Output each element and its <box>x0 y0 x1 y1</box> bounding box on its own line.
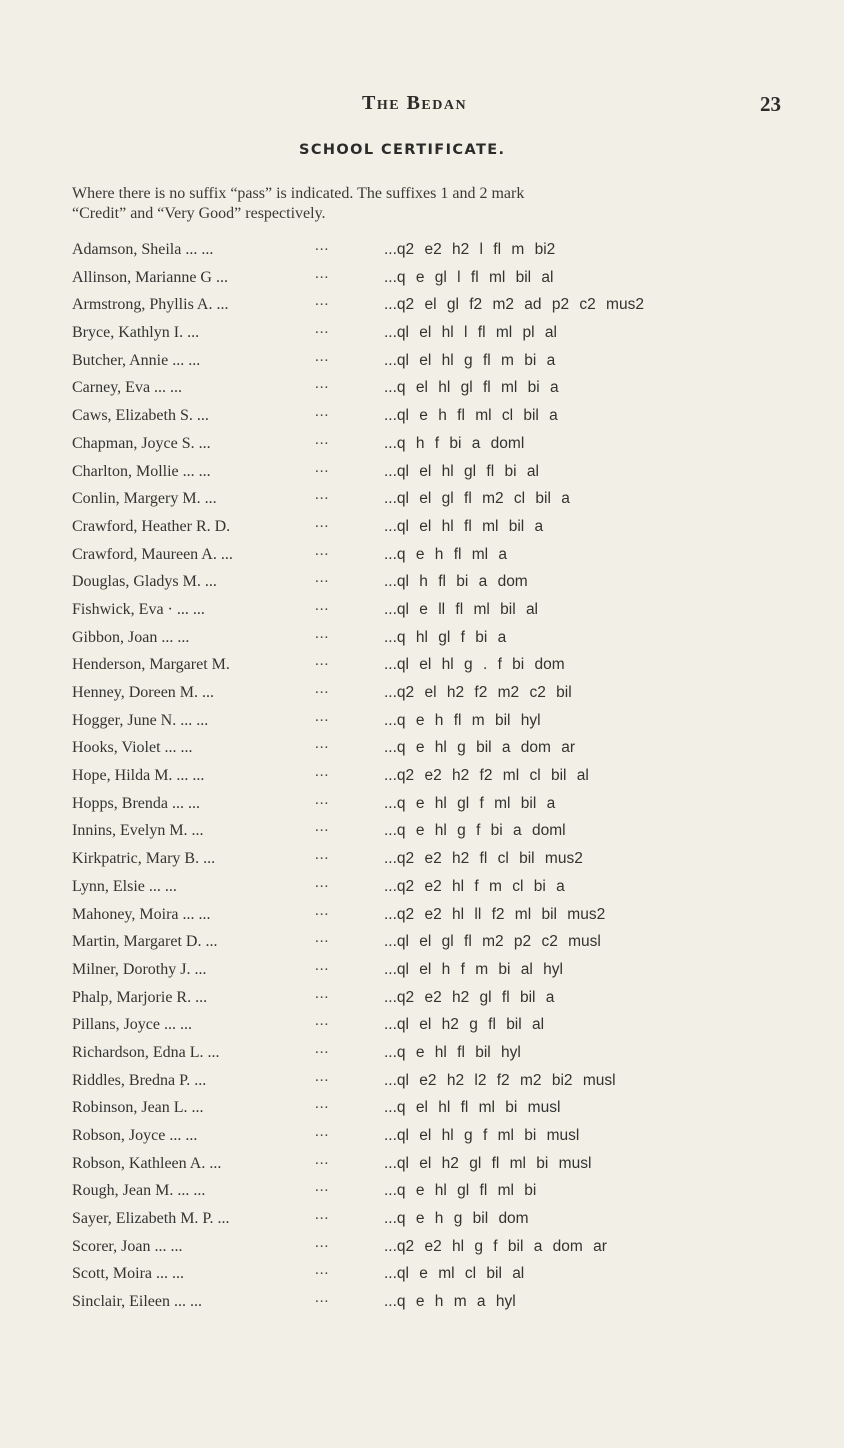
subject-grades: ...ql e ll fl ml bil al <box>384 600 539 618</box>
subject-grades: ...q hl gl f bi a <box>384 628 507 646</box>
student-name: Crawford, Maureen A. ... <box>72 545 233 563</box>
student-name: Conlin, Margery M. ... <box>72 490 217 508</box>
subject-grades: ...ql h fl bi a dom <box>384 573 528 591</box>
student-name: Bryce, Kathlyn I. ... <box>72 324 200 342</box>
dot-leader: ... <box>315 431 330 448</box>
dot-leader: ... <box>315 902 330 919</box>
result-row <box>72 291 802 319</box>
result-row <box>72 568 802 596</box>
subject-grades: ...ql el hl g fl m bi a <box>384 351 556 369</box>
result-row <box>72 984 802 1012</box>
student-name: Robson, Joyce ... ... <box>72 1127 198 1144</box>
result-row <box>72 651 802 679</box>
subject-grades: ...ql el h2 gl fl ml bi musl <box>384 1154 592 1172</box>
student-name: Riddles, Bredna P. ... <box>72 1071 207 1089</box>
student-name: Hooks, Violet ... ... <box>72 739 193 757</box>
dot-leader: ... <box>315 1179 330 1196</box>
dot-leader: ... <box>315 1207 330 1224</box>
student-name: Charlton, Mollie ... ... <box>72 462 211 480</box>
subject-grades: ...ql el hl g . f bi dom <box>384 656 565 674</box>
result-row <box>72 1177 802 1205</box>
result-row <box>72 374 802 402</box>
dot-leader: ... <box>315 930 330 947</box>
running-head <box>0 92 844 122</box>
result-row <box>72 485 802 513</box>
result-row <box>72 817 802 845</box>
subject-grades: ...q2 e2 hl ll f2 ml bil mus2 <box>384 905 606 923</box>
student-name: Robson, Kathleen A. ... <box>72 1154 222 1172</box>
subject-grades: ...q2 e2 h2 fl cl bil mus2 <box>384 850 583 868</box>
subject-grades: ...q el hl fl ml bi musl <box>384 1099 561 1117</box>
subject-grades: ...ql el hl g f ml bi musl <box>384 1127 580 1144</box>
result-row <box>72 458 802 486</box>
result-row <box>72 402 802 430</box>
subject-grades: ...q el hl gl fl ml bi a <box>384 379 559 397</box>
student-name: Richardson, Edna L. ... <box>72 1043 220 1061</box>
student-name: Mahoney, Moira ... ... <box>72 905 211 923</box>
result-row <box>72 956 802 984</box>
result-row <box>72 1260 802 1288</box>
result-row <box>72 901 802 929</box>
subject-grades: ...ql e h fl ml cl bil a <box>384 407 558 425</box>
dot-leader: ... <box>315 487 330 504</box>
dot-leader: ... <box>315 1013 330 1030</box>
subject-grades: ...ql el gl fl m2 p2 c2 musl <box>384 933 601 951</box>
subject-grades: ...q h f bi a doml <box>384 434 525 452</box>
result-row <box>72 624 802 652</box>
subject-grades: ...q e hl gl f ml bil a <box>384 794 556 812</box>
intro-line: “Credit” and “Very Good” respectively. <box>72 205 326 222</box>
subject-grades: ...q e h fl ml a <box>384 545 508 563</box>
student-name: Fishwick, Eva · ... ... <box>72 600 205 618</box>
subject-grades: ...q2 el h2 f2 m2 c2 bil <box>384 684 572 701</box>
dot-leader: ... <box>315 570 330 587</box>
dot-leader: ... <box>315 985 330 1002</box>
intro-line: Where there is no suffix “pass” is indicated. The suffixes 1 and 2 mark <box>72 185 525 202</box>
student-name: Henderson, Margaret M. <box>72 656 230 674</box>
dot-leader: ... <box>315 1262 330 1279</box>
subject-grades: ...q e h fl m bil hyl <box>384 711 541 729</box>
dot-leader: ... <box>315 265 330 282</box>
intro-paragraph <box>72 184 802 224</box>
subject-grades: ...ql el hl l fl ml pl al <box>384 324 557 342</box>
student-name: Pillans, Joyce ... ... <box>72 1016 192 1034</box>
dot-leader: ... <box>315 791 330 808</box>
dot-leader: ... <box>315 764 330 781</box>
student-name: Hogger, June N. ... ... <box>72 711 209 729</box>
dot-leader: ... <box>315 321 330 338</box>
dot-leader: ... <box>315 404 330 421</box>
result-row <box>72 1094 802 1122</box>
student-name: Lynn, Elsie ... ... <box>72 877 177 895</box>
student-name: Armstrong, Phyllis A. ... <box>72 296 229 314</box>
student-name: Phalp, Marjorie R. ... <box>72 988 208 1006</box>
student-name: Gibbon, Joan ... ... <box>72 628 190 646</box>
result-row <box>72 873 802 901</box>
student-name: Henney, Doreen M. ... <box>72 684 215 701</box>
student-name: Martin, Margaret D. ... <box>72 933 218 951</box>
subject-grades: ...q e hl gl fl ml bi <box>384 1182 537 1200</box>
dot-leader: ... <box>315 736 330 753</box>
dot-leader: ... <box>315 514 330 531</box>
subject-grades: ...ql el hl fl ml bil a <box>384 517 544 535</box>
dot-leader: ... <box>315 1124 330 1140</box>
page-number: 23 <box>760 92 781 116</box>
student-name: Scott, Moira ... ... <box>72 1265 184 1283</box>
student-name: Milner, Dorothy J. ... <box>72 960 207 978</box>
result-row <box>72 734 802 762</box>
subject-grades: ...q e h g bil dom <box>384 1210 529 1228</box>
dot-leader: ... <box>315 376 330 393</box>
result-row <box>72 1288 802 1316</box>
dot-leader: ... <box>315 1290 330 1307</box>
subject-grades: ...ql el h2 g fl bil al <box>384 1016 545 1034</box>
subject-grades: ...q2 e2 hl f m cl bi a <box>384 877 565 895</box>
subject-grades: ...ql el gl fl m2 cl bil a <box>384 490 570 508</box>
dot-leader: ... <box>315 1040 330 1057</box>
subject-grades: ...ql el hl gl fl bi al <box>384 462 539 480</box>
subject-grades: ...q2 e2 h2 f2 ml cl bil al <box>384 767 589 785</box>
student-name: Allinson, Marianne G ... <box>72 268 228 286</box>
dot-leader: ... <box>315 653 330 670</box>
student-name: Chapman, Joyce S. ... <box>72 434 211 452</box>
result-row <box>72 845 802 873</box>
dot-leader: ... <box>315 597 330 614</box>
result-row <box>72 707 802 735</box>
subject-grades: ...q e gl l fl ml bil al <box>384 268 554 286</box>
dot-leader: ... <box>315 819 330 836</box>
result-row <box>72 347 802 375</box>
result-row <box>72 1233 802 1261</box>
result-row <box>72 1011 802 1039</box>
result-row <box>72 430 802 458</box>
dot-leader: ... <box>315 293 330 310</box>
student-name: Butcher, Annie ... ... <box>72 351 201 369</box>
result-row <box>72 513 802 541</box>
result-row <box>72 319 802 347</box>
student-name: Scorer, Joan ... ... <box>72 1237 183 1255</box>
result-row <box>72 1150 802 1178</box>
student-name: Innins, Evelyn M. ... <box>72 822 204 840</box>
subject-grades: ...q2 e2 h2 l fl m bi2 <box>384 241 556 258</box>
dot-leader: ... <box>315 847 330 864</box>
journal-title: The Bedan <box>362 92 468 114</box>
result-row <box>72 762 802 790</box>
student-name: Hopps, Brenda ... ... <box>72 794 200 812</box>
dot-leader: ... <box>315 957 330 974</box>
dot-leader: ... <box>315 625 330 642</box>
dot-leader: ... <box>315 1234 330 1251</box>
subject-grades: ...q e h m a hyl <box>384 1293 516 1311</box>
dot-leader: ... <box>315 238 330 254</box>
result-row <box>72 236 802 264</box>
dot-leader: ... <box>315 542 330 559</box>
dot-leader: ... <box>315 1151 330 1168</box>
dot-leader: ... <box>315 708 330 725</box>
result-row <box>72 790 802 818</box>
dot-leader: ... <box>315 459 330 476</box>
result-row <box>72 1039 802 1067</box>
student-name: Sayer, Elizabeth M. P. ... <box>72 1210 230 1228</box>
dot-leader: ... <box>315 681 330 697</box>
subject-grades: ...q e hl fl bil hyl <box>384 1043 521 1061</box>
subject-grades: ...q2 e2 hl g f bil a dom ar <box>384 1237 607 1255</box>
result-row <box>72 1067 802 1095</box>
student-name: Hope, Hilda M. ... ... <box>72 767 205 785</box>
student-name: Sinclair, Eileen ... ... <box>72 1293 202 1311</box>
subject-grades: ...ql el h f m bi al hyl <box>384 960 563 978</box>
student-name: Douglas, Gladys M. ... <box>72 573 217 591</box>
subject-grades: ...q2 el gl f2 m2 ad p2 c2 mus2 <box>384 296 644 314</box>
subject-grades: ...q2 e2 h2 gl fl bil a <box>384 988 555 1006</box>
result-row <box>72 541 802 569</box>
section-title: SCHOOL CERTIFICATE. <box>299 142 506 158</box>
subject-grades: ...ql e2 h2 l2 f2 m2 bi2 musl <box>384 1071 616 1089</box>
dot-leader: ... <box>315 874 330 891</box>
student-name: Caws, Elizabeth S. ... <box>72 407 209 425</box>
subject-grades: ...q e hl g bil a dom ar <box>384 739 576 757</box>
dot-leader: ... <box>315 1068 330 1085</box>
student-name: Rough, Jean M. ... ... <box>72 1182 206 1200</box>
result-row <box>72 679 802 707</box>
student-name: Adamson, Sheila ... ... <box>72 241 214 258</box>
result-row <box>72 928 802 956</box>
result-row <box>72 264 802 292</box>
subject-grades: ...ql e ml cl bil al <box>384 1265 525 1283</box>
student-name: Kirkpatric, Mary B. ... <box>72 850 216 868</box>
results-list <box>72 236 802 1316</box>
subject-grades: ...q e hl g f bi a doml <box>384 822 566 840</box>
dot-leader: ... <box>315 348 330 365</box>
result-row <box>72 596 802 624</box>
result-row <box>72 1205 802 1233</box>
dot-leader: ... <box>315 1096 330 1113</box>
student-name: Robinson, Jean L. ... <box>72 1099 204 1117</box>
student-name: Crawford, Heather R. D. <box>72 517 231 535</box>
student-name: Carney, Eva ... ... <box>72 379 183 397</box>
result-row <box>72 1122 802 1150</box>
